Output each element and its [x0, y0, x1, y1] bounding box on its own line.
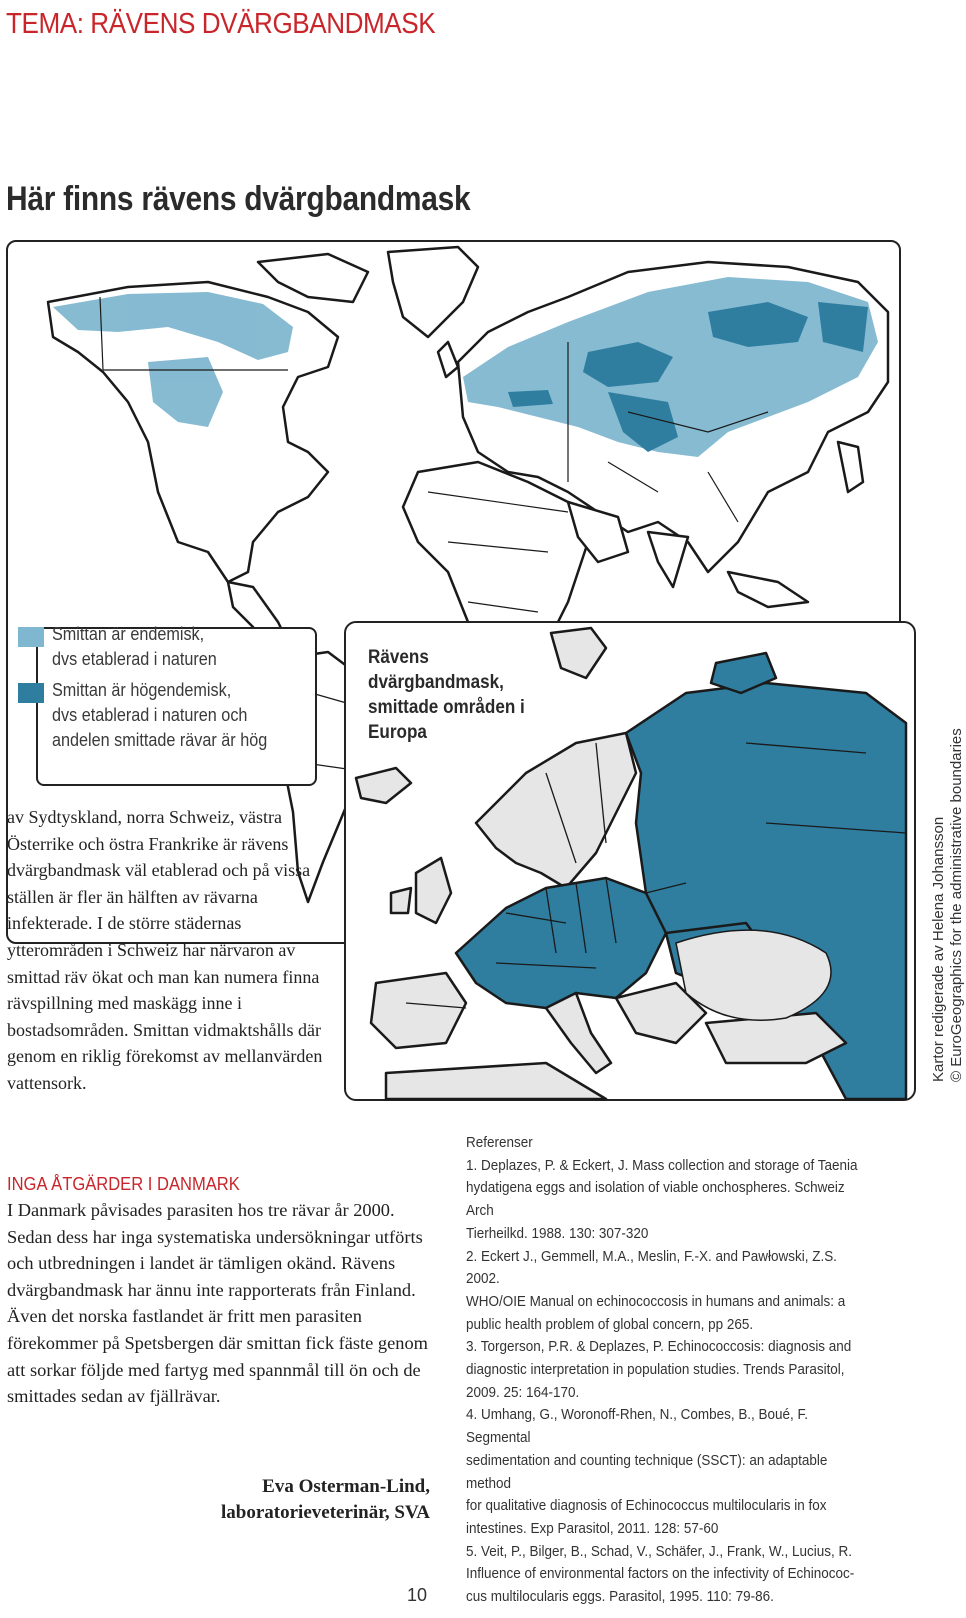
credits-line-1: Kartor redigerade av Helena Johansson — [930, 816, 947, 1082]
reference-item: 4. Umhang, G., Woronoff-Rhen, N., Combes, B., Boué, F. Segmental sedimentation and counting technique (SSCT): an adaptable method for qualitative diagnosis of Echinococcus multilocularis in fox intestines. Exp Parasitol, 2011. 128: 57-60 — [466, 1407, 828, 1537]
page-number: 10 — [407, 1585, 428, 1605]
reference-item: 3. Torgerson, P.R. & Deplazes, P. Echinococcosis: diagnosis and diagnostic interpretation in population studies. Trends Parasitol, 2009. 25: 164-170. — [466, 1339, 852, 1401]
legend-swatch-endemic — [18, 627, 44, 647]
references-heading: Referenser — [466, 1135, 533, 1151]
map-credits — [930, 728, 966, 1082]
legend-label-highly-endemic: Smittan är högendemisk, dvs etablerad i naturen och andelen smittade rävar är hög — [52, 680, 268, 750]
section-body-text: I Danmark påvisades parasiten hos tre rävar år 2000. Sedan dess har inga systematiska undersökningar utförts och utbredningen i landet är tämligen okänd. Rävens dvärgbandmask har ännu inte rapporterats från Finland. Även det norska fastlandet är fritt men parasiten förekommer på Spetsbergen där smittan fick fäste genom att sorkar följde med fartyg med spannmål till ön och de smittades sedan av fjällrävar. — [7, 1200, 428, 1407]
central-europe-shape — [456, 878, 666, 1008]
body-paragraph-text: av Sydtyskland, norra Schweiz, västra Österrike och östra Frankrike är rävens dvärgbandmask väl etablerad och på vissa ställen är fler än hälften av rävarna infekterade. I de större städernas ytterområden i Schweiz har närvaron av smittad räv ökat och man kan numera finna rävspillning med maskägg inne i bostadsområden. Smittan vidmaktshålls där genom en riklig förekomst av mellanvärden vattensork. — [7, 807, 323, 1093]
reference-item: 1. Deplazes, P. & Eckert, J. Mass collection and storage of Taenia hydatigena eggs and isolation of viable onchospheres. Schweiz Arch Tierheilkd. 1988. 130: 307-320 — [466, 1157, 858, 1242]
section-heading: INGA ÅTGÄRDER I DANMARK — [7, 1174, 240, 1194]
author-block — [150, 1474, 430, 1526]
map-legend — [36, 624, 317, 786]
iberia-shape — [371, 973, 466, 1048]
legend-label-endemic: Smittan är endemisk, dvs etablerad i naturen — [52, 624, 217, 669]
section-body — [7, 1197, 432, 1410]
europe-map-title: Rävens dvärgbandmask, smittade områden i Europa — [368, 647, 525, 743]
references — [466, 1132, 896, 1609]
section-tag: TEMA: RÄVENS DVÄRGBANDMASK — [6, 8, 436, 40]
author-title: laboratorieveterinär, SVA — [221, 1502, 430, 1523]
reference-item: 5. Veit, P., Bilger, B., Schad, V., Schäfer, J., Frank, W., Lucius, R. Influence of environmental factors on the infectivity of Echinococ- cus multilocularis eggs. Parasitol, 1995. 110: 79-86. — [466, 1543, 855, 1606]
credits-line-2: © EuroGeographics for the administrative boundaries — [948, 728, 965, 1082]
scandinavia-shape — [476, 733, 636, 888]
legend-swatch-highly-endemic — [18, 683, 44, 703]
europe-map — [344, 621, 916, 1101]
author-name: Eva Osterman-Lind, — [262, 1476, 430, 1497]
body-paragraph — [7, 804, 337, 1097]
reference-item: 2. Eckert J., Gemmell, M.A., Meslin, F.-X. and Pawłowski, Z.S. 2002. WHO/OIE Manual on echinococcosis in humans and animals: a public health problem of global concern, pp 265. — [466, 1248, 846, 1333]
page-title: Här finns rävens dvärgbandmask — [6, 180, 471, 218]
